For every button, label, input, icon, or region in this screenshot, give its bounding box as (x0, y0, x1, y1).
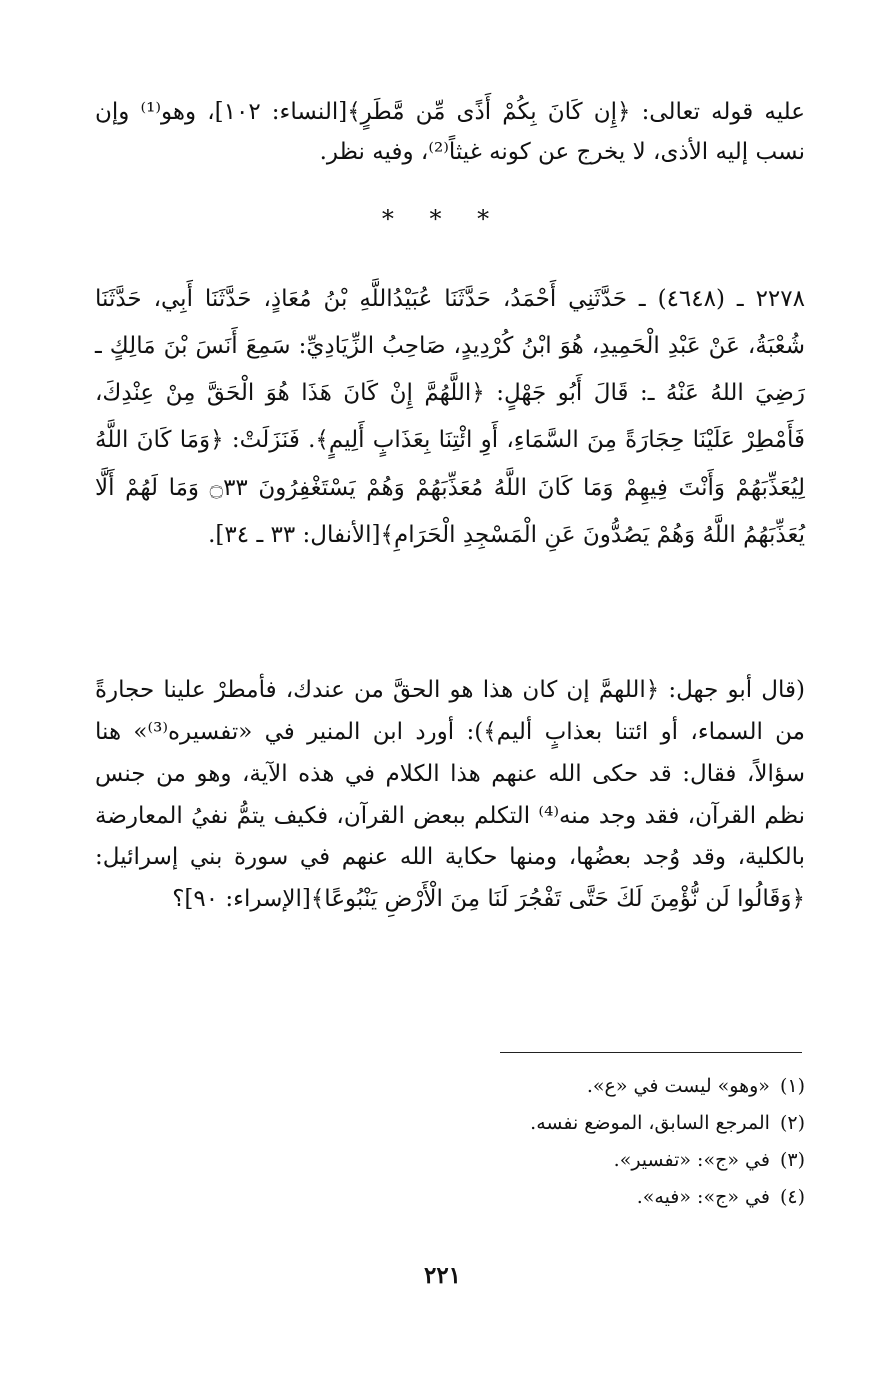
footnote-item (205, 1105, 805, 1142)
footnote-number: (٤) (779, 1186, 805, 1209)
commentary-block (95, 670, 805, 921)
section-separator: * * * (381, 205, 504, 233)
footnote-text: المرجع السابق، الموضع نفسه. (530, 1112, 770, 1135)
hadith-block (95, 276, 805, 559)
footnote-number: (١) (779, 1075, 805, 1097)
footnote-item (205, 1068, 805, 1105)
footnote-divider (500, 1052, 802, 1053)
opening-paragraph-block (95, 92, 805, 173)
footnote-text: في «ج»: «تفسير». (613, 1149, 770, 1172)
footnote-item (205, 1179, 805, 1216)
commentary-text: (قال أبو جهل: ﴿اللهمَّ إن كان هذا هو الحقَّ من عندك، فأمطرْ علينا حجارةً من السماء، أو ائتنا بعذابٍ أليم﴾): أورد ابن المنير في «تفسيره⁽³⁾» هنا سؤالاً، فقال: قد حكى الله عنهم هذا الكلام في هذه الآية، وهو من جنس نظم القرآن، فقد وجد منه⁽⁴⁾ التكلم ببعض القرآن، فكيف يتمُّ نفيُ المعارضة بالكلية، وقد وُجد بعضُها، ومنها حكاية الله عنهم في سورة بني إسرائيل: ﴿وَقَالُوا لَن نُّؤْمِنَ لَكَ حَتَّى تَفْجُرَ لَنَا مِنَ الْأَرْضِ يَنْبُوعًا﴾[الإسراء: ٩٠]؟ (95, 677, 806, 913)
footnote-number: (٣) (779, 1149, 805, 1172)
footnote-item (205, 1142, 805, 1179)
footnotes (205, 1068, 805, 1216)
footnote-number: (٢) (779, 1112, 805, 1135)
hadith-text: ٢٢٧٨ ـ (٤٦٤٨) ـ حَدَّثَنِي أَحْمَدُ، حَدَّثَنَا عُبَيْدُاللَّهِ بْنُ مُعَاذٍ، حَدَّثَنَا أَبِي، حَدَّثَنَا شُعْبَةُ، عَنْ عَبْدِ الْحَمِيدِ، هُوَ ابْنُ كُرْدِيدٍ، صَاحِبُ الزِّيَادِيِّ: سَمِعَ أَنَسَ بْنَ مَالِكٍ ـ رَضِيَ اللهُ عَنْهُ ـ: قَالَ أَبُو جَهْلٍ: ﴿اللَّهُمَّ إِنْ كَانَ هَذَا هُوَ الْحَقَّ مِنْ عِنْدِكَ، فَأَمْطِرْ عَلَيْنَا حِجَارَةً مِنَ السَّمَاءِ، أَوِ ائْتِنَا بِعَذَابٍ أَلِيمٍ﴾. فَنَزَلَتْ: ﴿وَمَا كَانَ اللَّهُ لِيُعَذِّبَهُمْ وَأَنْتَ فِيهِمْ وَمَا كَانَ اللَّهُ مُعَذِّبَهُمْ وَهُمْ يَسْتَغْفِرُونَ ۝٣٣ وَمَا لَهُمْ أَلَّا يُعَذِّبَهُمُ اللَّهُ وَهُمْ يَصُدُّونَ عَنِ الْمَسْجِدِ الْحَرَامِ﴾[الأنفال: ٣٣ ـ ٣٤]. (95, 286, 805, 548)
footnote-text: في «ج»: «فيه». (636, 1186, 770, 1209)
opening-paragraph: عليه قوله تعالى: ﴿إِن كَانَ بِكُمْ أَذًى مِّن مَّطَرٍ﴾[النساء: ١٠٢]، وهو⁽¹⁾ وإن نسب إليه الأذى، لا يخرج عن كونه غيثاً⁽²⁾، وفيه نظر. (95, 99, 805, 166)
footnote-text: «وهو» ليست في «ع». (586, 1075, 770, 1097)
page-number: ٢٢١ (423, 1262, 462, 1289)
